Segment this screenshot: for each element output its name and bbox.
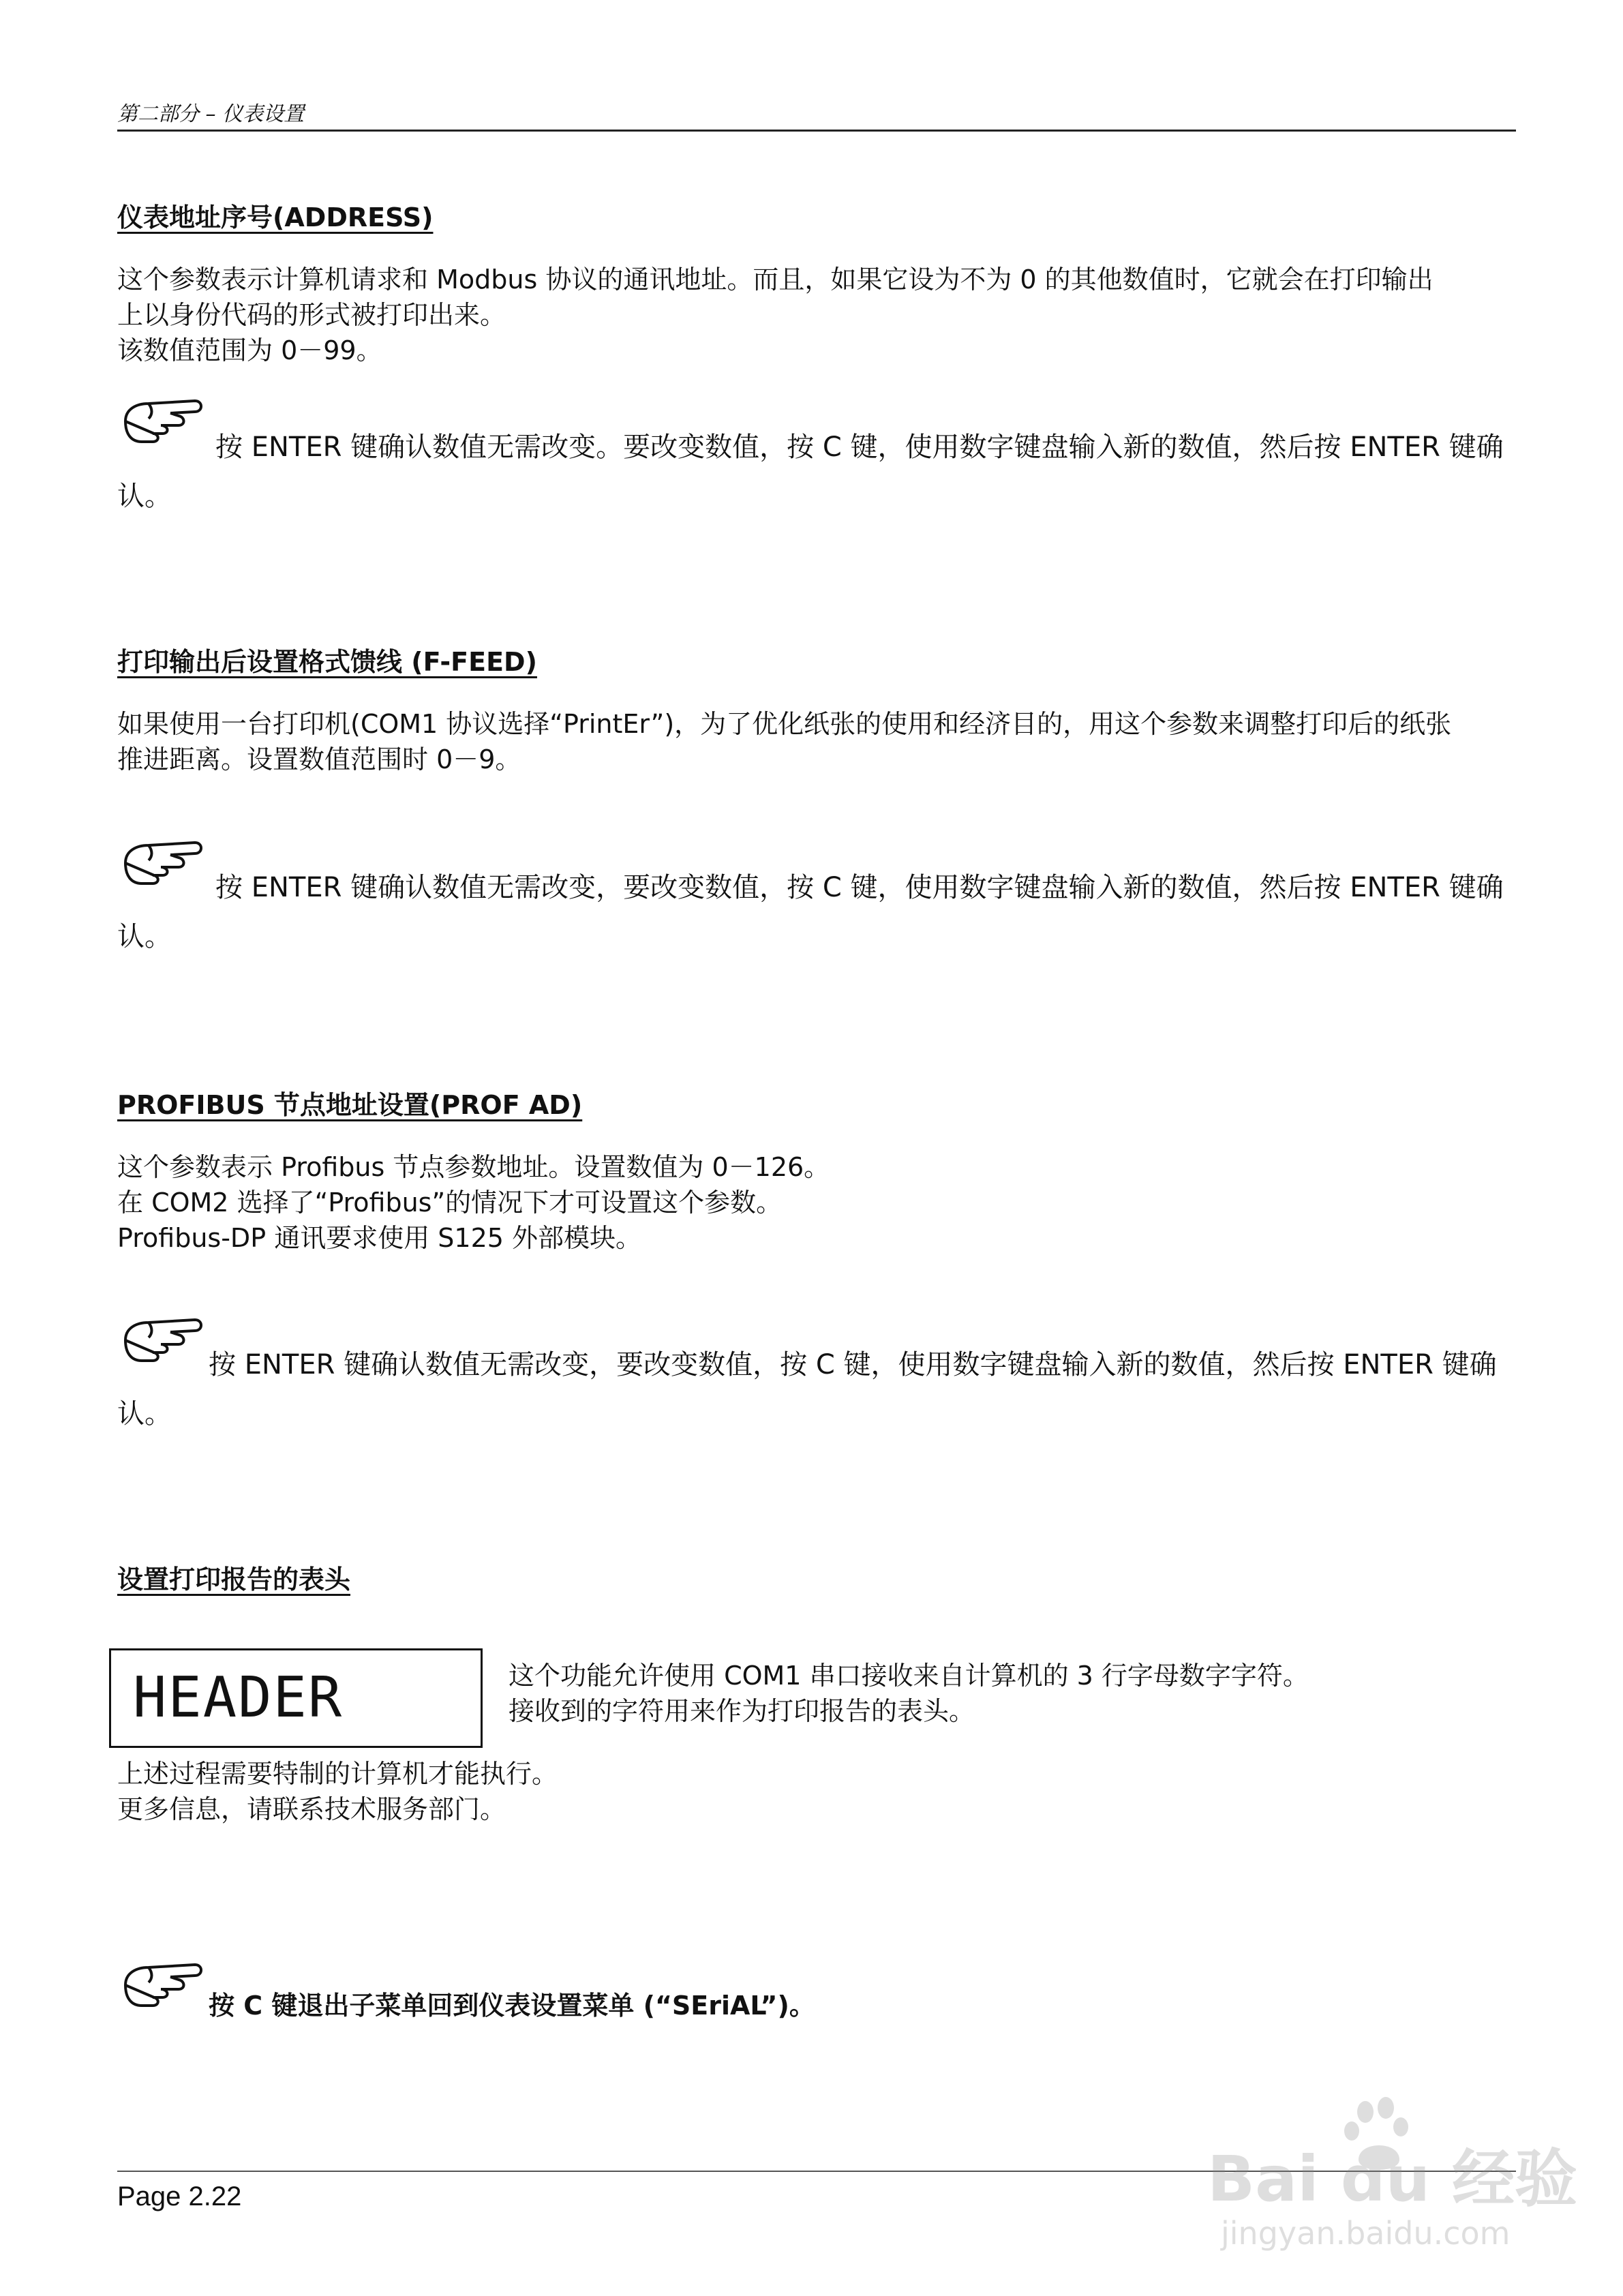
- section-title-header: 设置打印报告的表头: [117, 1565, 351, 1595]
- pointing-hand-icon: [121, 1313, 206, 1365]
- top-rule: [117, 130, 1516, 132]
- profibus-line2: 在 COM2 选择了“Profibus”的情况下才可设置这个参数。: [117, 1188, 783, 1218]
- header-line3: 上述过程需要特制的计算机才能执行。: [117, 1759, 558, 1789]
- pointing-hand-icon: [121, 836, 206, 888]
- feed-para-line2: 推进距离。设置数值范围时 0－9。: [117, 744, 521, 774]
- section-title-profibus: PROFIBUS 节点地址设置(PROF AD): [117, 1090, 583, 1120]
- address-range: 该数值范围为 0－99。: [117, 335, 382, 365]
- address-para-line2: 上以身份代码的形式被打印出来。: [117, 300, 506, 330]
- header-desc-line2: 接收到的字符用来作为打印报告的表头。: [509, 1696, 975, 1726]
- profibus-line3: Profibus-DP 通讯要求使用 S125 外部模块。: [117, 1223, 642, 1253]
- feed-note-line1: 按 ENTER 键确认数值无需改变，要改变数值，按 C 键，使用数字键盘输入新的数值，然后按 ENTER 键确: [215, 872, 1504, 903]
- section-title-address: 仪表地址序号(ADDRESS): [117, 202, 434, 232]
- pointing-hand-icon: [121, 1958, 206, 2010]
- profibus-note-line1: 按 ENTER 键确认数值无需改变，要改变数值，按 C 键，使用数字键盘输入新的数值，然后按 ENTER 键确: [209, 1349, 1497, 1380]
- address-para-line1: 这个参数表示计算机请求和 Modbus 协议的通讯地址。而且，如果它设为不为 0 的其他数值时，它就会在打印输出: [117, 265, 1434, 294]
- feed-note-line2: 认。: [117, 921, 172, 952]
- header-line4: 更多信息，请联系技术服务部门。: [117, 1794, 506, 1824]
- exit-note: 按 C 键退出子菜单回到仪表设置菜单 (“SEriAL”)。: [209, 1991, 815, 2021]
- watermark-url: jingyan.baidu.com: [1221, 2215, 1511, 2252]
- baidu-watermark-logo: [1207, 2098, 1578, 2255]
- header-display-box: HEADER: [109, 1648, 483, 1748]
- profibus-note-line2: 认。: [117, 1398, 172, 1430]
- header-desc-line1: 这个功能允许使用 COM1 串口接收来自计算机的 3 行字母数字字符。: [509, 1661, 1309, 1691]
- feed-para-line1: 如果使用一台打印机(COM1 协议选择“PrintEr”)，为了优化纸张的使用和经济目的，用这个参数来调整打印后的纸张: [117, 709, 1452, 739]
- pointing-hand-icon: [121, 394, 206, 446]
- address-note-line1: 按 ENTER 键确认数值无需改变。要改变数值，按 C 键，使用数字键盘输入新的数值，然后按 ENTER 键确: [215, 432, 1504, 463]
- page-number: Page 2.22: [117, 2181, 242, 2211]
- section-title-feed: 打印输出后设置格式馈线 (F-FEED): [117, 647, 537, 677]
- running-head: 第二部分 – 仪表设置: [117, 102, 305, 126]
- watermark-brand: Bai du 经验: [1207, 2143, 1578, 2216]
- address-note-line2: 认。: [117, 481, 172, 512]
- profibus-line1: 这个参数表示 Profibus 节点参数地址。设置数值为 0－126。: [117, 1152, 830, 1182]
